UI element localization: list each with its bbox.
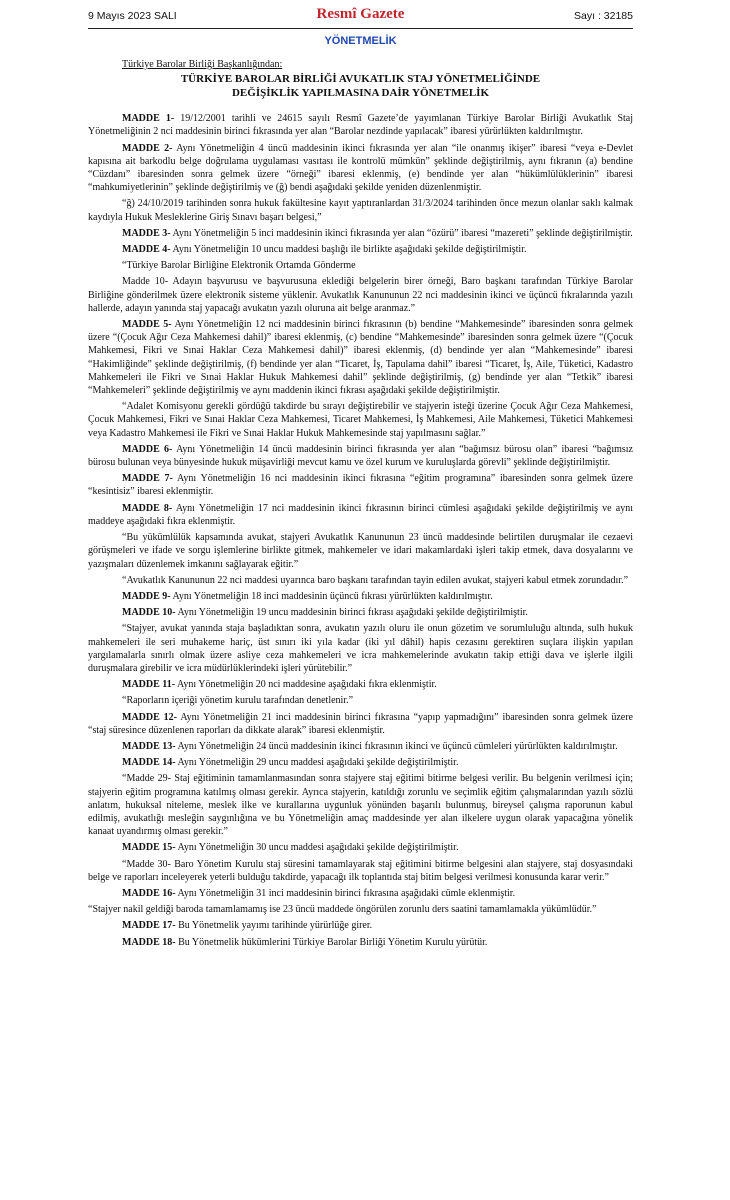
paragraph-text: Aynı Yönetmeliğin 14 üncü maddesinin birinci fıkrasında yer alan “bağımsız bürosu olan” ibaresi “bağımsız bürosu bulunan veya bünyesinde hukuk müşavirliği mevcut kamu ve özel kurum ve kuruluşlarda görevli” şeklinde değiştirilmiştir.: [88, 443, 633, 469]
article-number: MADDE 10-: [122, 607, 176, 619]
page-header: [88, 6, 633, 28]
article-number: MADDE 18-: [122, 936, 176, 948]
paragraph-text: Aynı Yönetmeliğin 17 nci maddesinin ikinci fıkrasının birinci cümlesi aşağıdaki şekilde değiştirilmiş ve aynı maddeye aşağıdaki fıkra eklenmiştir.: [88, 502, 633, 527]
paragraph-text: “Raporların içeriği yönetim kurulu tarafından denetlenir.”: [122, 695, 354, 707]
quoted-paragraph: [88, 259, 633, 272]
paragraph-text: “Türkiye Barolar Birliğine Elektronik Ortamda Gönderme: [122, 260, 356, 272]
article-number: MADDE 16-: [122, 887, 176, 899]
article-number: MADDE 13-: [122, 740, 176, 752]
article-list: [88, 112, 633, 949]
section-heading: YÖNETMELİK: [324, 35, 397, 47]
title-line-1: TÜRKİYE BAROLAR BİRLİĞİ AVUKATLIK STAJ YÖNETMELİĞİNDE: [180, 73, 541, 86]
paragraph-text: “Madde 30- Baro Yönetim Kurulu staj süresini tamamlayarak staj eğitimini bitirme belgesini alan stajyere, staj dosyasındaki belge ve raporları inceleyerek yeterli bulduğu takdirde, yapacağı ilk toplantıda staj bitim belgesi verilmesi konusunda karar verir.”: [88, 858, 633, 883]
paragraph-text: Aynı Yönetmeliğin 12 nci maddesinin birinci fıkrasının (b) bendine “Mahkemesinde” ibaresinden sonra gelmek üzere “(Çocuk Ağır Ceza Mahkemesi dahil)” ibaresi eklenmiş, (c) bendine “Mahkemesinde” ibaresinden sonra gelmek üzere “(Çocuk Mahkemesi, Fikri ve Sınai Haklar Ceza Mahkemesi dahil)” ibaresi eklenmiş, (d) bendinde yer alan “Mahkemesinde” ibaresi “Hakimliğinde” şeklinde değiştirilmiş, (f) bendinde yer alan “Ticaret, İş, Tapulama dahil” ibaresi “Ticaret, İş, Aile, Tüketici, Kadastro Mahkemeleri ile Fikri ve Sınai Haklar Hukuk Mahkemesi dahil” şeklinde değiştirilmiş, (g) bendinde yer alan “Tetkik” ibaresi “Mahkemeleri” şeklinde değiştirilmiş ve aynı maddenin ikinci fıkrası aşağıdaki şekilde değiştirilmiştir.: [88, 319, 634, 397]
paragraph-text: Aynı Yönetmeliğin 24 üncü maddesinin ikinci fıkrasının ikinci ve üçüncü cümleleri yürürlükten kaldırılmıştır.: [175, 740, 618, 752]
article-paragraph: [88, 590, 633, 603]
quoted-paragraph: [88, 275, 633, 315]
article-paragraph: [88, 142, 633, 195]
article-number: MADDE 14-: [122, 757, 176, 769]
article-number: MADDE 9-: [122, 590, 171, 602]
article-number: MADDE 7-: [122, 473, 173, 485]
header-divider: [88, 28, 633, 29]
paragraph-text: Aynı Yönetmeliğin 18 inci maddesinin üçüncü fıkrası yürürlükten kaldırılmıştır.: [170, 590, 493, 602]
article-paragraph: [88, 711, 633, 737]
paragraph-text: Aynı Yönetmeliğin 20 nci maddesine aşağıdaki fıkra eklenmiştir.: [175, 679, 437, 691]
paragraph-text: “Stajyer nakil geldiği baroda tamamlamamış ise 23 üncü maddede öngörülen zorunlu ders saatini tamamlamakla yükümlüdür.”: [88, 904, 597, 916]
paragraph-text: “Avukatlık Kanununun 22 nci maddesi uyarınca baro başkanı tarafından tayin edilen avukat, stajyeri kabul etmek zorundadır.”: [122, 574, 629, 586]
article-paragraph: [88, 936, 633, 949]
article-number: MADDE 17-: [122, 920, 176, 932]
article-number: MADDE 4-: [122, 244, 171, 256]
paragraph-text: Aynı Yönetmeliğin 16 nci maddesinin ikinci fıkrasına “eğitim programına” ibaresinden sonra gelmek üzere “kesintisiz” ibaresi eklenmiştir.: [88, 473, 633, 498]
paragraph-text: Aynı Yönetmeliğin 10 uncu maddesi başlığı ile birlikte aşağıdaki şekilde değiştirilmiştir.: [170, 244, 527, 256]
issue-number: Sayı : 32185: [574, 10, 633, 22]
article-paragraph: [88, 740, 633, 753]
paragraph-text: Bu Yönetmelik hükümlerini Türkiye Barolar Birliği Yönetim Kurulu yürütür.: [175, 936, 488, 948]
paragraph-text: “Adalet Komisyonu gerekli gördüğü takdirde bu sırayı değiştirebilir ve stajyerin isteği üzerine Çocuk Ağır Ceza Mahkemesi, Çocuk Mahkemesi, Fikri ve Sınai Haklar Ceza Mahkemesi, Ticaret Mahkemesi, İş Mahkemesi, Aile Mahkemesi, Tüketici Mahkemesi veya Kadastro Mahkemesi ile Fikri ve Sınai Haklar Hukuk Mahkemesinde staj yapılmasını sağlar.”: [88, 401, 633, 439]
paragraph-text: Aynı Yönetmeliğin 4 üncü maddesinin ikinci fıkrasında yer alan “ile onanmış ikişer” ibaresi “veya e-Devlet kapısına ait barkodlu belge doğrulama uygulaması vasıtası ile kontrolü mümkün” şeklinde değiştirilmiş, aynı fıkranın (a) bendine “Cüzdanı” ibaresinden sonra gelmek üzere “örneği” ibaresi eklenmiş, (e) bendinde yer alan “hükümlülüklerinin” ibaresi “mahkumiyetlerinin” şeklinde değiştirilmiş ve (ğ) bendi aşağıdaki şekilde yeniden düzenlenmiştir.: [88, 142, 634, 194]
paragraph-text: Bu Yönetmelik yayımı tarihinde yürürlüğe girer.: [175, 920, 373, 932]
article-number: MADDE 5-: [122, 319, 172, 331]
article-number: MADDE 15-: [122, 842, 176, 854]
paragraph-text: Aynı Yönetmeliğin 19 uncu maddesinin birinci fıkrası aşağıdaki şekilde değiştirilmiştir.: [175, 607, 528, 619]
quoted-paragraph: [88, 197, 633, 223]
article-paragraph: [88, 841, 633, 854]
paragraph-text: Aynı Yönetmeliğin 30 uncu maddesi aşağıdaki şekilde değiştirilmiştir.: [175, 842, 459, 854]
document-title: [88, 72, 633, 100]
article-paragraph: [88, 243, 633, 256]
paragraph-text: Aynı Yönetmeliğin 21 inci maddesinin birinci fıkrasına “yapıp yapmadığını” ibaresinden sonra gelmek üzere “staj süresince düzenlenen raporları da dikkate alarak” ibaresi eklenmiştir.: [88, 711, 633, 736]
quoted-paragraph: [88, 400, 633, 440]
article-paragraph: [88, 472, 633, 498]
article-paragraph: [88, 318, 633, 397]
quoted-paragraph: [88, 903, 633, 916]
publisher-line: Türkiye Barolar Birliği Başkanlığından:: [122, 59, 283, 70]
paragraph-text: 19/12/2001 tarihli ve 24615 sayılı Resmî Gazete’de yayımlanan Türkiye Barolar Birliği Avukatlık Staj Yönetmeliğinin 2 nci maddesinin birinci fıkrasında yer alan “Barolar nezdinde yapılacak” ibaresi yürürlükten kaldırılmıştır.: [88, 113, 633, 138]
issue-date: 9 Mayıs 2023 SALI: [88, 10, 177, 22]
document-body: [88, 58, 633, 952]
quoted-paragraph: [88, 694, 633, 707]
article-paragraph: [88, 678, 633, 691]
quoted-paragraph: [88, 772, 633, 838]
paragraph-text: Madde 10- Adayın başvurusu ve başvurusuna eklediği belgelerin birer örneği, Baro başkanı tarafından Türkiye Barolar Birliğine gönderilmek üzere elektronik sisteme yüklenir. Avukatlık Kanununun 22 nci maddesinin ikinci ve üçüncü fıkralarında yazılı hallerde, adayın yanında staj yapacağı avukatın yazılı oluruna ait belge aranmaz.”: [88, 276, 633, 314]
paragraph-text: “Madde 29- Staj eğitiminin tamamlanmasından sonra stajyere staj eğitimi bitirme belgesi verilir. Bu belgenin verilmesi için; stajyerin eğitim programına katılmış olması gerekir. Ayrıca stajyerin, katıldığı zorunlu ve seçimlik eğitim çalışmalarından yazılı sözlü anlatım, hukuksal niteleme, meslek ilke ve kurallarına uygunluk yönünden başarılı bulunmuş, bireysel çalışma raporunun kabul edilmiş, avukatlığı mesleğin saygınlığına ve bu Yönetmeliğin amaç maddesinde yer alan ilkelere uygun olarak yapacağına yönelik kanaat uyandırmış olması gerekir.”: [88, 773, 633, 838]
paragraph-text: Aynı Yönetmeliğin 29 uncu maddesi aşağıdaki şekilde değiştirilmiştir.: [175, 757, 459, 769]
article-number: MADDE 8-: [122, 502, 173, 514]
article-paragraph: [88, 443, 633, 469]
article-paragraph: [88, 502, 633, 528]
article-number: MADDE 12-: [122, 711, 178, 723]
title-line-2: DEĞİŞİKLİK YAPILMASINA DAİR YÖNETMELİK: [231, 87, 490, 100]
article-number: MADDE 6-: [122, 443, 173, 455]
article-paragraph: [88, 919, 633, 932]
quoted-paragraph: [88, 574, 633, 587]
article-paragraph: [88, 227, 633, 240]
quoted-paragraph: [88, 622, 633, 675]
paragraph-text: “ğ) 24/10/2019 tarihinden sonra hukuk fakültesine kayıt yaptıranlardan 31/3/2024 tarihinden önce mezun olanlar saklı kalmak kaydıyla Hukuk Mesleklerine Giriş Sınavı başarı belgesi,”: [88, 198, 633, 223]
article-number: MADDE 11-: [122, 679, 176, 691]
paragraph-text: Aynı Yönetmeliğin 31 inci maddesinin birinci fıkrasına aşağıdaki cümle eklenmiştir.: [175, 887, 516, 899]
article-paragraph: [88, 112, 633, 138]
article-paragraph: [88, 606, 633, 619]
quoted-paragraph: [88, 531, 633, 571]
article-number: MADDE 1-: [122, 113, 175, 125]
gazette-title: Resmî Gazete: [316, 6, 405, 22]
paragraph-text: “Bu yükümlülük kapsamında avukat, stajyeri Avukatlık Kanununun 23 üncü maddesinde belirtilen duruşmalar ile cezaevi görüşmeleri ve ifade ve sorgu işlemlerine birlikte gitmek, mahkemeler ve idari makamlardaki işleri takip etmek, dava dosyalarını ve yazışmaları düzenlemek imkanını sağlayarak eğitir.”: [88, 532, 633, 570]
article-number: MADDE 3-: [122, 227, 171, 239]
paragraph-text: “Stajyer, avukat yanında staja başladıktan sonra, avukatın yazılı oluru ile onun gözetim ve sorumluluğu altında, sulh hukuk mahkemeleri ile seri muhakeme hariç, üst sınırı iki yıla kadar (iki yıl dâhil) hapis cezasını gerektiren suçlara ilişkin yapılan yargılamalarla sınırlı olmak üzere asliye ceza mahkemeleri ve icra mahkemelerinde avukatın takip ettiği dava ve işlerle ilgili duruşmalara girebilir ve icra müdürlüklerindeki işleri yürütebilir.”: [88, 623, 633, 674]
article-paragraph: [88, 887, 633, 900]
paragraph-text: Aynı Yönetmeliğin 5 inci maddesinin ikinci fıkrasında yer alan “özürü” ibaresi “mazereti” şeklinde değiştirilmiştir.: [170, 227, 633, 239]
article-paragraph: [88, 756, 633, 769]
quoted-paragraph: [88, 858, 633, 884]
article-number: MADDE 2-: [122, 142, 173, 154]
